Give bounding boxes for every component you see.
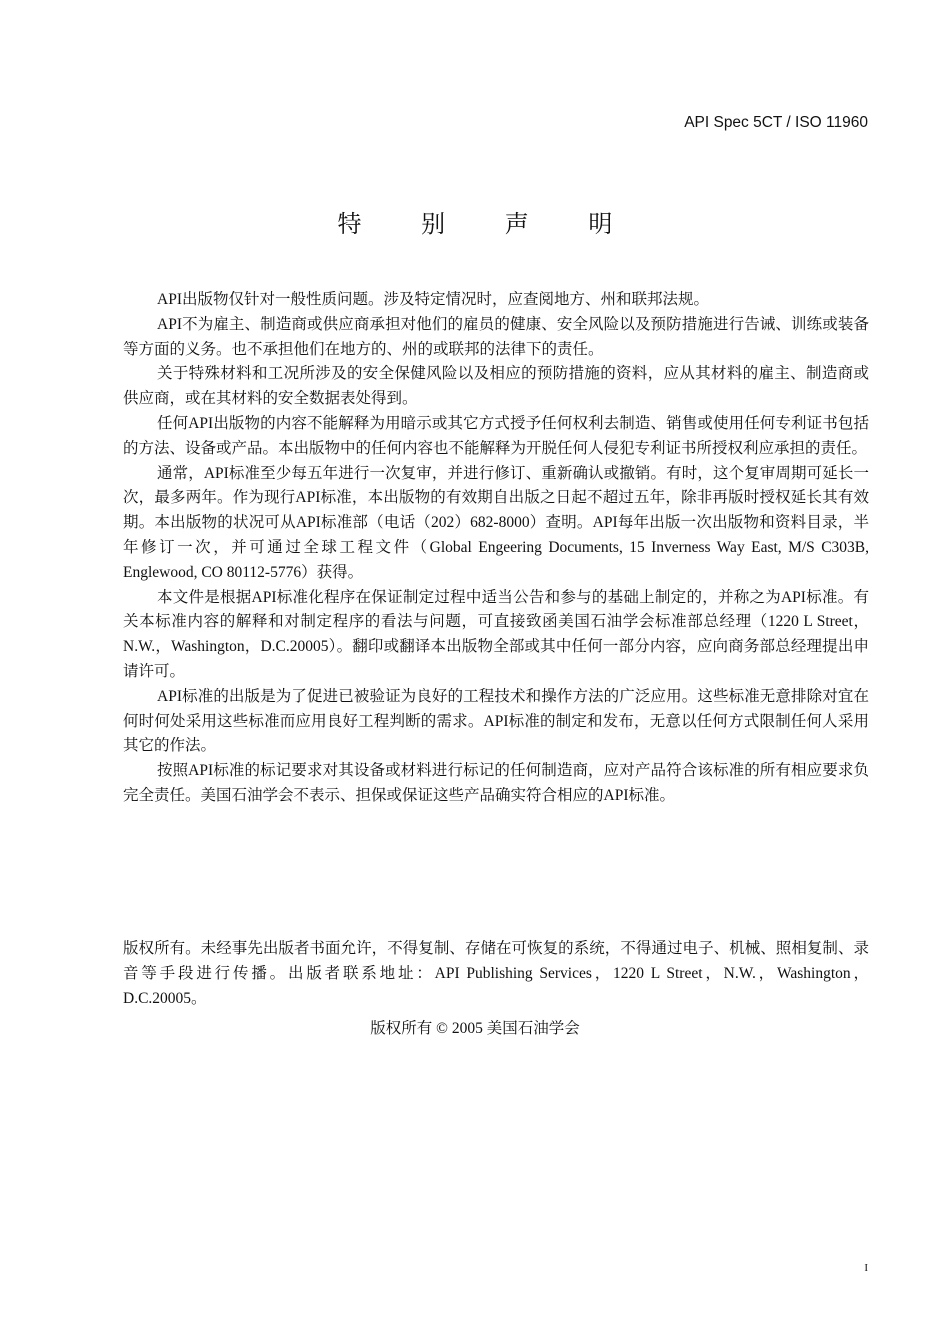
- copyright-line: 版权所有 © 2005 美国石油学会: [370, 1020, 580, 1037]
- copyright-notice: 版权所有。未经事先出版者书面允许，不得复制、存储在可恢复的系统，不得通过电子、机械、照相复制、录音等手段进行传播。出版者联系地址：API Publishing Services，1220 L Street，N.W.，Washington，D.C.20005。: [123, 940, 869, 1007]
- document-code: API Spec 5CT / ISO 11960: [684, 114, 868, 131]
- paragraph: 按照API标准的标记要求对其设备或材料进行标记的任何制造商，应对产品符合该标准的所有相应要求负完全责任。美国石油学会不表示、担保或保证这些产品确实符合相应的API标准。: [123, 762, 869, 804]
- paragraph: API标准的出版是为了促进已被验证为良好的工程技术和操作方法的广泛应用。这些标准无意排除对宜在何时何处采用这些标准而应用良好工程判断的需求。API标准的制定和发布，无意以任何方式限制任何人采用其它的作法。: [123, 687, 869, 755]
- page-title: 特 别 声 明: [337, 210, 639, 238]
- page-number: I: [864, 1262, 868, 1274]
- paragraph: 通常，API标准至少每五年进行一次复审，并进行修订、重新确认或撤销。有时，这个复审周期可延长一次，最多两年。作为现行API标准，本出版物的有效期自出版之日起不超过五年，除非再版时授权延长其有效期。本出版物的状况可从API标准部（电话（202）682-8000）查明。API每年出版一次出版物和资料目录，半年修订一次，并可通过全球工程文件（Global Engeering Documents, 15 Inverness Way East, M/S C303B, Englewood, CO 80112-5776）获得。: [123, 464, 869, 581]
- paragraph: API不为雇主、制造商或供应商承担对他们的雇员的健康、安全风险以及预防措施进行告诫、训练或装备等方面的义务。也不承担他们在地方的、州的或联邦的法律下的责任。: [123, 315, 869, 358]
- paragraph: API出版物仅针对一般性质问题。涉及特定情况时，应查阅地方、州和联邦法规。: [157, 291, 709, 308]
- notice-body: [123, 288, 869, 809]
- paragraph: 本文件是根据API标准化程序在保证制定过程中适当公告和参与的基础上制定的，并称之为API标准。有关本标准内容的解释和对制定程序的看法与问题，可直接致函美国石油学会标准部总经理（1220 L Street，N.W.，Washington，D.C.20005）。翻印或翻译本出版物全部或其中任何一部分内容，应向商务部总经理提出申请许可。: [123, 588, 869, 680]
- paragraph: 任何API出版物的内容不能解释为用暗示或其它方式授予任何权利去制造、销售或使用任何专利证书包括的方法、设备或产品。本出版物中的任何内容也不能解释为开脱任何人侵犯专利证书所授权利应承担的责任。: [123, 414, 869, 457]
- paragraph: 关于特殊材料和工况所涉及的安全保健风险以及相应的预防措施的资料，应从其材料的雇主、制造商或供应商，或在其材料的安全数据表处得到。: [123, 365, 869, 408]
